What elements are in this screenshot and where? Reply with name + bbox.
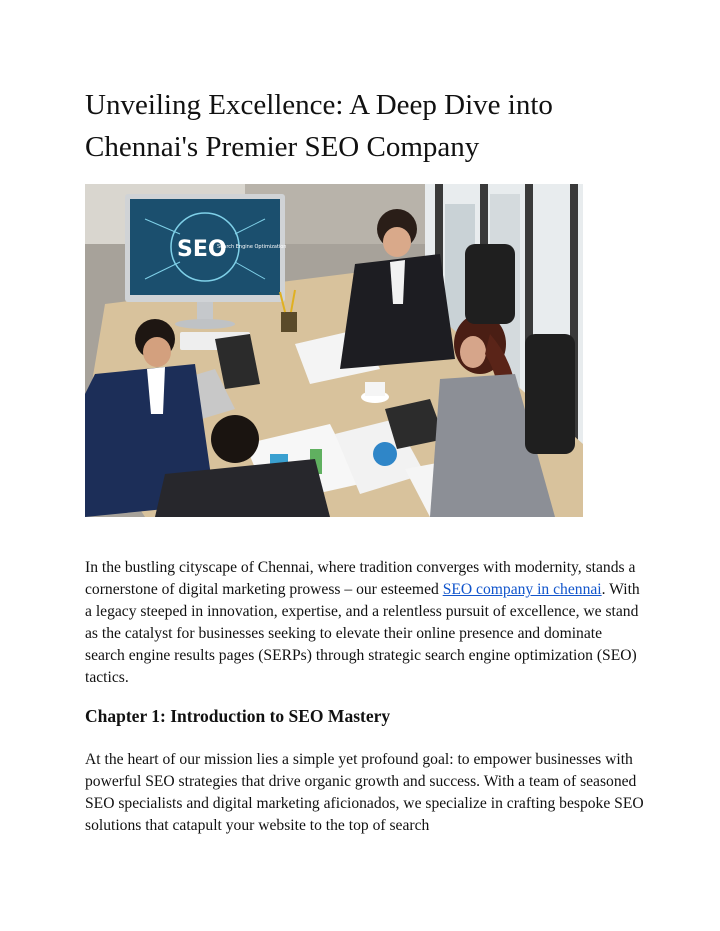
chapter-1-paragraph: At the heart of our mission lies a simple yet profound goal: to empower businesses with powerful SEO strategies that drive organic growth and success. With a team of seasoned SEO specialists and digital marketing aficionados, we specialize in crafting bespoke SEO solutions that catapult your website to the top of search (85, 751, 644, 834)
title-line-2: Chennai's Premier SEO Company (85, 131, 480, 163)
page-title (85, 84, 645, 168)
intro-text-after-link: . With a legacy steeped in innovation, expertise, and a relentless pursuit of excellence, we stand as the catalyst for businesses seeking to elevate their online presence and dominate search engine results pages (SERPs) through strategic search engine optimization (SEO) tactics. (85, 581, 640, 686)
title-line-1: Unveiling Excellence: A Deep Dive into (85, 89, 553, 121)
seo-office-meeting-photo-icon (85, 184, 583, 517)
monitor-seo-sublabel: Search Engine Optimization (217, 244, 287, 250)
chapter-1-heading: Chapter 1: Introduction to SEO Mastery (85, 706, 391, 726)
intro-paragraph (85, 557, 645, 689)
intro-text-before-link: In the bustling cityscape of Chennai, where tradition converges with modernity, stands a cornerstone of digital marketing prowess – our esteemed (85, 559, 636, 598)
seo-company-link[interactable]: SEO company in chennai (442, 581, 602, 598)
monitor-seo-label: SEO (177, 237, 227, 262)
hero-image (85, 184, 583, 517)
